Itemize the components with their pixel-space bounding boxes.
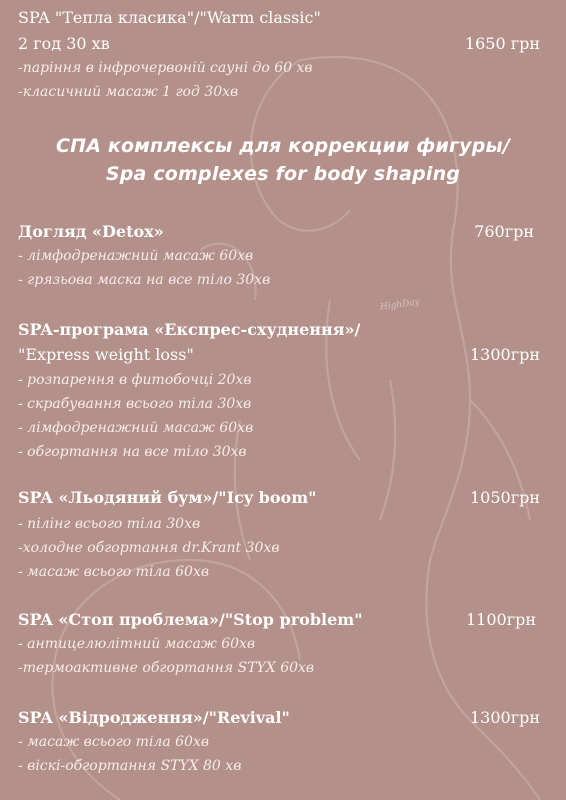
item-detail: - обгортання на все тіло 30хв [18, 444, 247, 460]
item-price-revival: 1300грн [469, 708, 540, 727]
watermark-text: HighDay [379, 297, 421, 313]
section-heading-line2: Spa complexes for body shaping [105, 163, 461, 185]
item-title-revival: SPA «Відродження»/"Revival" [18, 708, 290, 727]
item-detail: -паріння в інфрочервоній сауні до 60 хв [18, 60, 313, 76]
item-title-detox: Догляд «Detox» [18, 222, 164, 241]
item-detail: - лімфодренажний масаж 60хв [18, 420, 254, 436]
item-detail: -холодне обгортання dr.Krant 30хв [18, 540, 280, 556]
item-title-warm-classic: SPA "Тепла класика"/"Warm classic" [18, 8, 321, 27]
item-detail: -термоактивне обгортання STYX 60хв [18, 660, 315, 676]
item-price-icy-boom: 1050грн [469, 488, 540, 507]
item-detail: - пілінг всього тіла 30хв [18, 516, 201, 532]
item-price-express-weight-loss: 1300грн [469, 345, 540, 364]
item-title-express-weight-loss: SPA-програма «Експрес-схуднення»/ [18, 320, 361, 339]
item-detail: - лімфодренажний масаж 60хв [18, 248, 254, 264]
item-detail: - розпарення в фитобочці 20хв [18, 372, 252, 388]
item-price-stop-problem: 1100грн [465, 610, 536, 629]
item-subtitle-express-weight-loss: "Express weight loss" [18, 345, 194, 364]
item-detail: - масаж всього тіла 60хв [18, 734, 210, 750]
section-heading-line1: СПА комплексы для коррекции фигуры/ [55, 135, 511, 157]
item-price-detox: 760грн [474, 222, 534, 241]
item-detail: - антицелюлітний масаж 60хв [18, 636, 256, 652]
item-detail: - масаж всього тіла 60хв [18, 564, 210, 580]
item-title-icy-boom: SPA «Льодяний бум»/"Icy boom" [18, 488, 317, 507]
item-detail: - грязьова маска на все тіло 30хв [18, 272, 271, 288]
item-detail: -класичний масаж 1 год 30хв [18, 84, 239, 100]
item-title-stop-problem: SPA «Стоп проблема»/"Stop problem" [18, 610, 363, 629]
item-detail: - віскі-обгортання STYX 80 хв [18, 758, 242, 774]
item-duration: 2 год 30 хв [18, 34, 110, 53]
item-price-warm-classic: 1650 грн [464, 34, 540, 53]
item-detail: - скрабування всього тіла 30хв [18, 396, 252, 412]
